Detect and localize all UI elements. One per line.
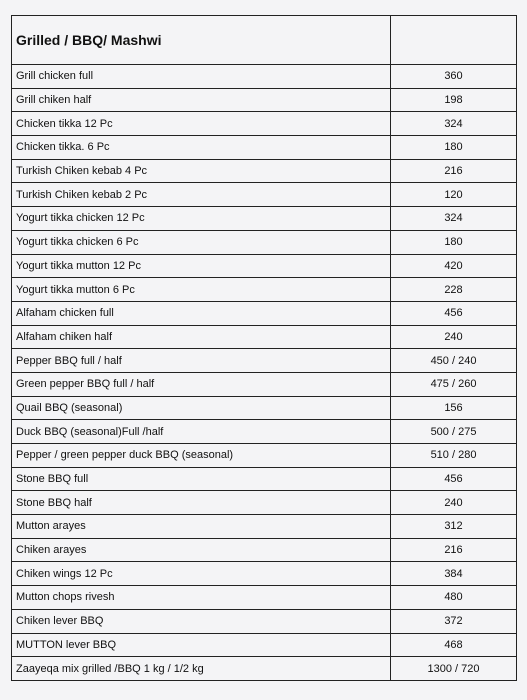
menu-item-row xyxy=(12,349,517,373)
menu-item-row xyxy=(12,444,517,468)
menu-item-row xyxy=(12,562,517,586)
item-name: Pepper BBQ full / half xyxy=(12,349,391,373)
menu-item-row xyxy=(12,372,517,396)
section-header-price-cell xyxy=(391,16,517,65)
menu-item-row xyxy=(12,396,517,420)
item-price: 372 xyxy=(391,609,517,633)
item-name: Chiken wings 12 Pc xyxy=(12,562,391,586)
menu-item-row xyxy=(12,515,517,539)
item-price: 120 xyxy=(391,183,517,207)
menu-item-row xyxy=(12,586,517,610)
item-name: Yogurt tikka chicken 12 Pc xyxy=(12,207,391,231)
section-title: Grilled / BBQ/ Mashwi xyxy=(12,16,391,65)
item-name: Yogurt tikka mutton 12 Pc xyxy=(12,254,391,278)
menu-item-row xyxy=(12,136,517,160)
item-price: 1300 / 720 xyxy=(391,657,517,681)
item-price: 180 xyxy=(391,136,517,160)
item-price: 228 xyxy=(391,278,517,302)
item-price: 198 xyxy=(391,88,517,112)
section-header-row xyxy=(12,16,517,65)
menu-table-body xyxy=(12,16,517,681)
menu-item-row xyxy=(12,609,517,633)
item-name: Chicken tikka. 6 Pc xyxy=(12,136,391,160)
item-price: 475 / 260 xyxy=(391,372,517,396)
item-name: Yogurt tikka mutton 6 Pc xyxy=(12,278,391,302)
item-name: Turkish Chiken kebab 2 Pc xyxy=(12,183,391,207)
item-price: 324 xyxy=(391,112,517,136)
item-name: Chiken arayes xyxy=(12,538,391,562)
item-name: MUTTON lever BBQ xyxy=(12,633,391,657)
menu-item-row xyxy=(12,467,517,491)
item-price: 480 xyxy=(391,586,517,610)
menu-item-row xyxy=(12,325,517,349)
item-price: 384 xyxy=(391,562,517,586)
item-price: 360 xyxy=(391,65,517,89)
item-price: 456 xyxy=(391,467,517,491)
item-price: 420 xyxy=(391,254,517,278)
menu-item-row xyxy=(12,183,517,207)
item-price: 324 xyxy=(391,207,517,231)
item-name: Pepper / green pepper duck BBQ (seasonal) xyxy=(12,444,391,468)
item-price: 156 xyxy=(391,396,517,420)
menu-item-row xyxy=(12,88,517,112)
item-name: Chiken lever BBQ xyxy=(12,609,391,633)
menu-item-row xyxy=(12,301,517,325)
item-name: Grill chicken full xyxy=(12,65,391,89)
menu-item-row xyxy=(12,657,517,681)
item-name: Stone BBQ half xyxy=(12,491,391,515)
item-name: Yogurt tikka chicken 6 Pc xyxy=(12,230,391,254)
item-name: Alfaham chiken half xyxy=(12,325,391,349)
item-price: 180 xyxy=(391,230,517,254)
item-name: Zaayeqa mix grilled /BBQ 1 kg / 1/2 kg xyxy=(12,657,391,681)
item-price: 240 xyxy=(391,325,517,349)
item-price: 216 xyxy=(391,159,517,183)
item-price: 510 / 280 xyxy=(391,444,517,468)
item-name: Turkish Chiken kebab 4 Pc xyxy=(12,159,391,183)
item-price: 216 xyxy=(391,538,517,562)
menu-item-row xyxy=(12,538,517,562)
item-name: Alfaham chicken full xyxy=(12,301,391,325)
menu-item-row xyxy=(12,112,517,136)
item-name: Mutton arayes xyxy=(12,515,391,539)
item-name: Chicken tikka 12 Pc xyxy=(12,112,391,136)
menu-item-row xyxy=(12,491,517,515)
menu-item-row xyxy=(12,420,517,444)
item-price: 456 xyxy=(391,301,517,325)
item-price: 500 / 275 xyxy=(391,420,517,444)
item-price: 468 xyxy=(391,633,517,657)
item-name: Quail BBQ (seasonal) xyxy=(12,396,391,420)
menu-item-row xyxy=(12,633,517,657)
item-price: 450 / 240 xyxy=(391,349,517,373)
menu-item-row xyxy=(12,159,517,183)
menu-item-row xyxy=(12,254,517,278)
menu-item-row xyxy=(12,278,517,302)
item-name: Duck BBQ (seasonal)Full /half xyxy=(12,420,391,444)
item-name: Mutton chops rivesh xyxy=(12,586,391,610)
item-price: 312 xyxy=(391,515,517,539)
menu-item-row xyxy=(12,65,517,89)
menu-item-row xyxy=(12,230,517,254)
item-name: Grill chiken half xyxy=(12,88,391,112)
menu-table xyxy=(11,15,517,681)
item-price: 240 xyxy=(391,491,517,515)
menu-item-row xyxy=(12,207,517,231)
item-name: Green pepper BBQ full / half xyxy=(12,372,391,396)
item-name: Stone BBQ full xyxy=(12,467,391,491)
